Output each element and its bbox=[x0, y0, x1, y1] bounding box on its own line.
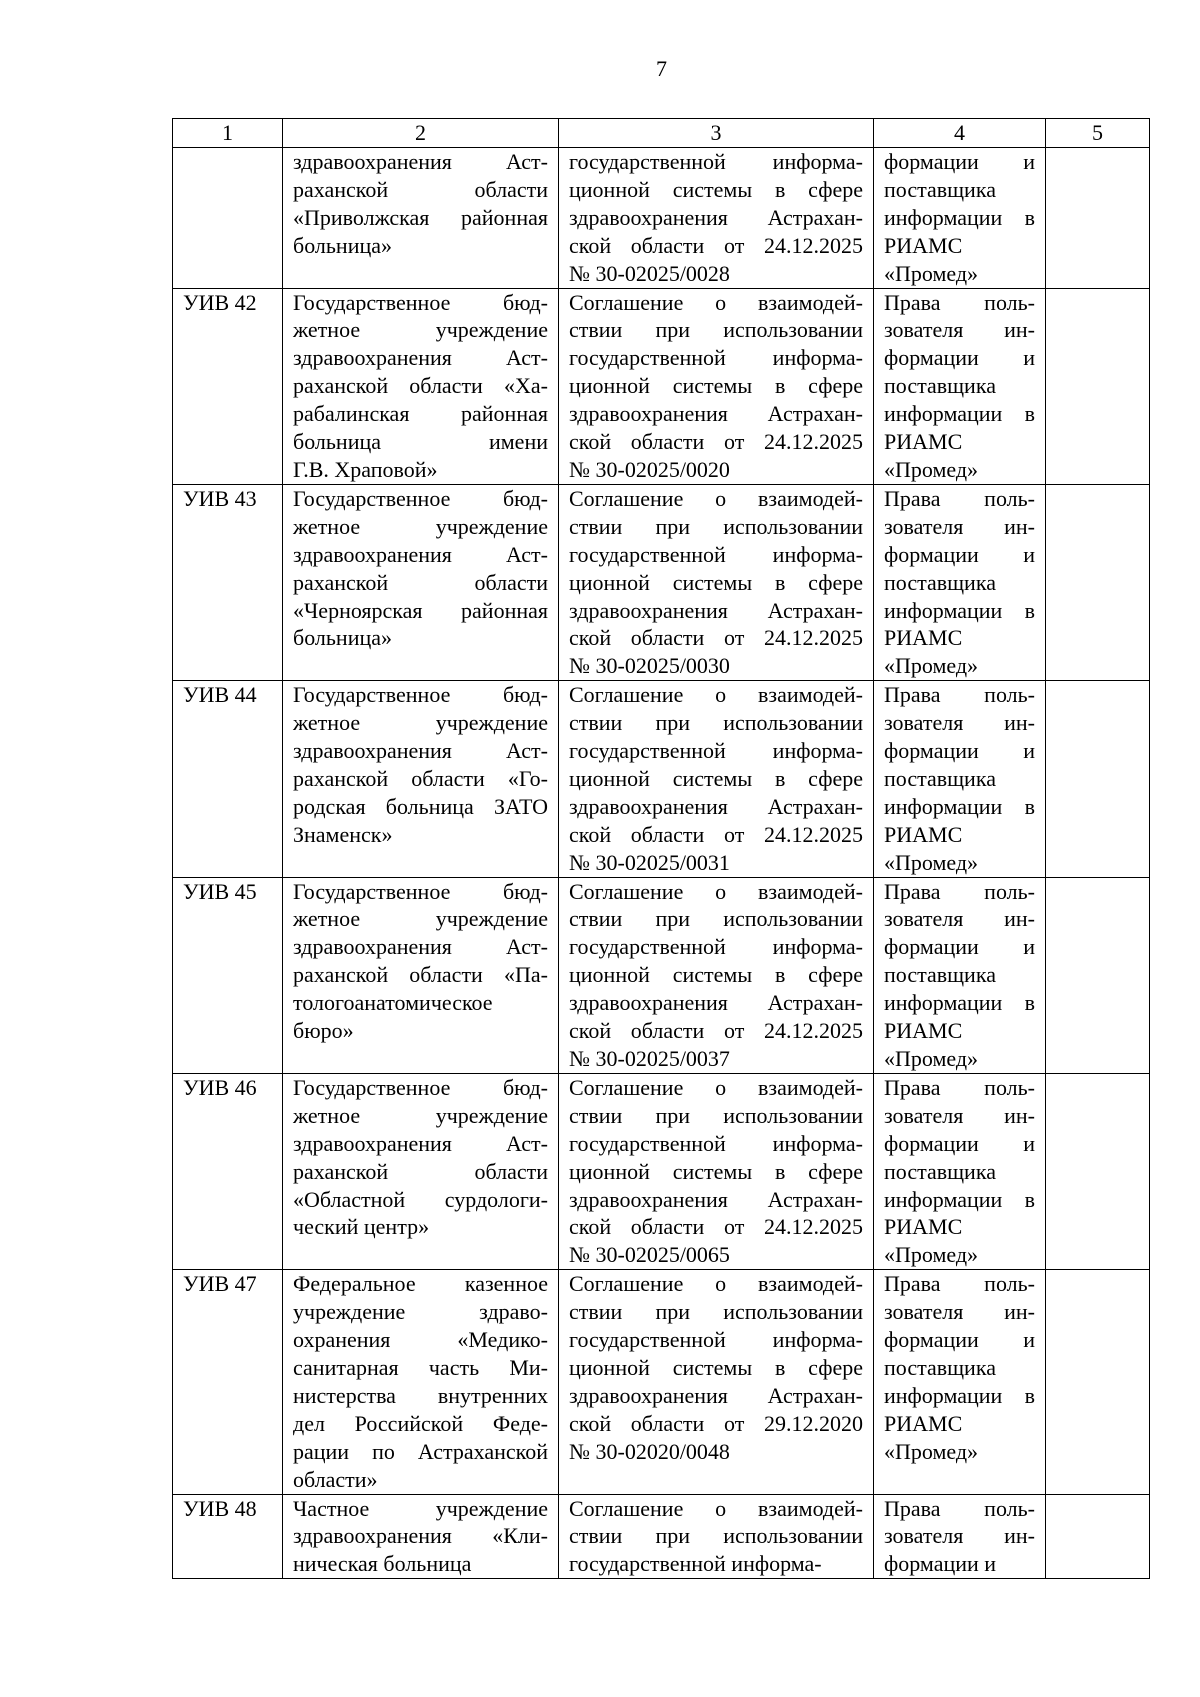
agreement-line: ской области от 24.12.2025 bbox=[569, 232, 863, 258]
agreement-line: государственной информа- bbox=[569, 541, 863, 567]
organization-line: Знаменск» bbox=[293, 821, 393, 847]
organization-line: области» bbox=[293, 1466, 378, 1492]
rights-line: формации и bbox=[884, 149, 1035, 174]
agreement-line: здравоохранения Астрахан- bbox=[569, 793, 863, 819]
rights-line: зователя ин- bbox=[884, 317, 1035, 343]
organization-line: раханской области bbox=[293, 176, 548, 202]
organization-line: здравоохранения Аст- bbox=[293, 1130, 548, 1156]
rights-line: поставщика bbox=[884, 1158, 996, 1184]
table-row bbox=[173, 484, 1150, 680]
rights-line: формации и bbox=[884, 1551, 997, 1577]
rights-line: РИАМС bbox=[884, 1410, 963, 1436]
organization-line: ческий центр» bbox=[293, 1214, 430, 1240]
organization-line: раханской области «Ха- bbox=[293, 373, 548, 399]
rights-line: РИАМС bbox=[884, 429, 963, 455]
rights-line: информации в bbox=[884, 204, 1035, 230]
organization-line: жетное учреждение bbox=[293, 513, 548, 539]
column-header-2: 2 bbox=[283, 119, 559, 148]
agreement-line: ционной системы в сфере bbox=[569, 176, 863, 202]
rights-cell bbox=[874, 288, 1046, 484]
organization-line: «Областной сурдологи- bbox=[293, 1186, 548, 1212]
organization-line: родская больница ЗАТО bbox=[293, 793, 548, 819]
agreement-line: ствии при использовании bbox=[569, 1102, 863, 1128]
agreement-line: здравоохранения Астрахан- bbox=[569, 597, 863, 623]
rights-line: РИАМС bbox=[884, 625, 963, 651]
table-row bbox=[173, 1494, 1150, 1579]
organization-line: учреждение здраво- bbox=[293, 1299, 548, 1325]
agreement-line: № 30-02025/0030 bbox=[569, 653, 730, 679]
organization-line: жетное учреждение bbox=[293, 317, 548, 343]
note-cell bbox=[1046, 1073, 1150, 1269]
rights-line: «Промед» bbox=[884, 849, 979, 875]
agreement-line: ской области от 24.12.2025 bbox=[569, 1018, 863, 1044]
agreement-line: Соглашение о взаимодей- bbox=[569, 878, 863, 904]
agreement-cell bbox=[559, 288, 874, 484]
rights-line: поставщика bbox=[884, 1354, 996, 1380]
agreement-cell bbox=[559, 1073, 874, 1269]
table-body bbox=[173, 148, 1150, 1579]
organization-cell bbox=[283, 681, 559, 877]
rights-line: поставщика bbox=[884, 962, 996, 988]
agreement-line: ствии при использовании bbox=[569, 317, 863, 343]
agreement-line: ствии при использовании bbox=[569, 710, 863, 736]
agreement-line: Соглашение о взаимодей- bbox=[569, 1495, 863, 1521]
rights-line: Права поль- bbox=[884, 1074, 1035, 1100]
rights-line: формации и bbox=[884, 1327, 1035, 1353]
agreement-line: Соглашение о взаимодей- bbox=[569, 485, 863, 511]
note-cell bbox=[1046, 681, 1150, 877]
agreement-line: государственной информа- bbox=[569, 738, 863, 764]
rights-line: поставщика bbox=[884, 373, 996, 399]
note-cell bbox=[1046, 1494, 1150, 1579]
organization-line: Государственное бюд- bbox=[293, 289, 548, 315]
rights-cell bbox=[874, 877, 1046, 1073]
organization-cell bbox=[283, 148, 559, 289]
organization-line: жетное учреждение bbox=[293, 906, 548, 932]
header-row bbox=[173, 119, 1150, 148]
rights-line: Права поль- bbox=[884, 1271, 1035, 1297]
column-header-1: 1 bbox=[173, 119, 283, 148]
rights-cell bbox=[874, 1270, 1046, 1494]
record-id-cell bbox=[173, 148, 283, 289]
agreement-line: ской области от 24.12.2025 bbox=[569, 625, 863, 651]
organization-line: Государственное бюд- bbox=[293, 878, 548, 904]
agreement-line: № 30-02025/0065 bbox=[569, 1242, 730, 1268]
rights-line: РИАМС bbox=[884, 1018, 963, 1044]
rights-line: РИАМС bbox=[884, 1214, 963, 1240]
agreement-line: ствии при использовании bbox=[569, 906, 863, 932]
table-row bbox=[173, 1270, 1150, 1494]
organization-line: Г.В. Храповой» bbox=[293, 456, 438, 482]
agreement-line: государственной информа- bbox=[569, 345, 863, 371]
rights-line: информации в bbox=[884, 793, 1035, 819]
rights-line: зователя ин- bbox=[884, 906, 1035, 932]
rights-cell bbox=[874, 681, 1046, 877]
rights-cell bbox=[874, 148, 1046, 289]
agreement-cell bbox=[559, 148, 874, 289]
organization-line: здравоохранения «Кли- bbox=[293, 1523, 548, 1549]
organization-line: здравоохранения Аст- bbox=[293, 541, 548, 567]
agreement-line: здравоохранения Астрахан- bbox=[569, 204, 863, 230]
agreement-line: № 30-02025/0031 bbox=[569, 849, 730, 875]
organization-line: больница» bbox=[293, 625, 392, 651]
table-row bbox=[173, 877, 1150, 1073]
organization-line: тологоанатомическое bbox=[293, 990, 493, 1016]
agreement-line: государственной информа- bbox=[569, 1551, 822, 1577]
agreement-cell bbox=[559, 1494, 874, 1579]
rights-line: зователя ин- bbox=[884, 513, 1035, 539]
rights-line: зователя ин- bbox=[884, 1102, 1035, 1128]
record-id-cell: УИВ 44 bbox=[173, 681, 283, 877]
organization-line: охранения «Медико- bbox=[293, 1327, 548, 1353]
agreement-line: № 30-02025/0037 bbox=[569, 1046, 730, 1071]
rights-line: зователя ин- bbox=[884, 1523, 1035, 1549]
agreement-line: здравоохранения Астрахан- bbox=[569, 1382, 863, 1408]
rights-line: поставщика bbox=[884, 765, 996, 791]
agreement-line: Соглашение о взаимодей- bbox=[569, 1271, 863, 1297]
rights-line: Права поль- bbox=[884, 682, 1035, 708]
organization-line: Государственное бюд- bbox=[293, 682, 548, 708]
rights-line: Права поль- bbox=[884, 289, 1035, 315]
rights-line: «Промед» bbox=[884, 1046, 979, 1071]
agreement-line: Соглашение о взаимодей- bbox=[569, 682, 863, 708]
note-cell bbox=[1046, 148, 1150, 289]
agreement-line: Соглашение о взаимодей- bbox=[569, 1074, 863, 1100]
rights-cell bbox=[874, 1494, 1046, 1579]
rights-line: формации и bbox=[884, 934, 1035, 960]
organization-line: жетное учреждение bbox=[293, 710, 548, 736]
rights-line: РИАМС bbox=[884, 821, 963, 847]
rights-line: информации в bbox=[884, 401, 1035, 427]
note-cell bbox=[1046, 484, 1150, 680]
organization-line: рабалинская районная bbox=[293, 401, 548, 427]
rights-line: поставщика bbox=[884, 569, 996, 595]
rights-line: «Промед» bbox=[884, 456, 979, 482]
organization-line: санитарная часть Ми- bbox=[293, 1354, 548, 1380]
agreement-line: Соглашение о взаимодей- bbox=[569, 289, 863, 315]
organization-line: «Черноярская районная bbox=[293, 597, 548, 623]
agreement-line: ционной системы в сфере bbox=[569, 373, 863, 399]
agreement-line: ционной системы в сфере bbox=[569, 962, 863, 988]
organization-line: Государственное бюд- bbox=[293, 1074, 548, 1100]
organization-line: дел Российской Феде- bbox=[293, 1410, 548, 1436]
agreement-line: № 30-02025/0028 bbox=[569, 260, 730, 286]
note-cell bbox=[1046, 1270, 1150, 1494]
rights-line: «Промед» bbox=[884, 1438, 979, 1464]
agreement-line: ствии при использовании bbox=[569, 1299, 863, 1325]
organization-line: здравоохранения Аст- bbox=[293, 934, 548, 960]
agreement-line: государственной информа- bbox=[569, 934, 863, 960]
table-row bbox=[173, 288, 1150, 484]
rights-line: «Промед» bbox=[884, 260, 979, 286]
organization-line: раханской области «Па- bbox=[293, 962, 548, 988]
column-header-4: 4 bbox=[874, 119, 1046, 148]
organization-line: жетное учреждение bbox=[293, 1102, 548, 1128]
organization-line: здравоохранения Аст- bbox=[293, 345, 548, 371]
organization-cell bbox=[283, 1270, 559, 1494]
organization-line: раханской области «Го- bbox=[293, 765, 548, 791]
organization-line: нистерства внутренних bbox=[293, 1382, 548, 1408]
organization-cell bbox=[283, 1494, 559, 1579]
rights-line: зователя ин- bbox=[884, 1299, 1035, 1325]
rights-line: формации и bbox=[884, 345, 1035, 371]
agreement-cell bbox=[559, 877, 874, 1073]
record-id-cell: УИВ 46 bbox=[173, 1073, 283, 1269]
organization-line: раханской области bbox=[293, 1158, 548, 1184]
agreement-line: № 30-02025/0020 bbox=[569, 456, 730, 482]
agreement-line: ционной системы в сфере bbox=[569, 1158, 863, 1184]
organization-line: бюро» bbox=[293, 1018, 354, 1044]
registry-table bbox=[172, 118, 1150, 1579]
table-row bbox=[173, 681, 1150, 877]
organization-cell bbox=[283, 1073, 559, 1269]
organization-line: ническая больница bbox=[293, 1551, 472, 1577]
rights-line: информации в bbox=[884, 990, 1035, 1016]
record-id-cell: УИВ 43 bbox=[173, 484, 283, 680]
organization-cell bbox=[283, 484, 559, 680]
organization-line: раханской области bbox=[293, 569, 548, 595]
note-cell bbox=[1046, 877, 1150, 1073]
agreement-line: ской области от 24.12.2025 bbox=[569, 1214, 863, 1240]
agreement-line: ской области от 24.12.2025 bbox=[569, 821, 863, 847]
record-id-cell: УИВ 47 bbox=[173, 1270, 283, 1494]
organization-line: больница имени bbox=[293, 429, 548, 455]
rights-line: информации в bbox=[884, 597, 1035, 623]
table-row bbox=[173, 148, 1150, 289]
rights-line: Права поль- bbox=[884, 1495, 1035, 1521]
rights-line: Права поль- bbox=[884, 878, 1035, 904]
note-cell bbox=[1046, 288, 1150, 484]
organization-cell bbox=[283, 288, 559, 484]
agreement-line: ционной системы в сфере bbox=[569, 569, 863, 595]
organization-line: Частное учреждение bbox=[293, 1495, 548, 1521]
rights-line: поставщика bbox=[884, 176, 996, 202]
organization-line: здравоохранения Аст- bbox=[293, 149, 548, 174]
table-row bbox=[173, 1073, 1150, 1269]
agreement-line: государственной информа- bbox=[569, 1327, 863, 1353]
record-id-cell: УИВ 45 bbox=[173, 877, 283, 1073]
rights-line: РИАМС bbox=[884, 232, 963, 258]
rights-cell bbox=[874, 1073, 1046, 1269]
organization-cell bbox=[283, 877, 559, 1073]
column-header-5: 5 bbox=[1046, 119, 1150, 148]
agreement-cell bbox=[559, 1270, 874, 1494]
record-id-cell: УИВ 48 bbox=[173, 1494, 283, 1579]
rights-line: формации и bbox=[884, 738, 1035, 764]
agreement-line: ствии при использовании bbox=[569, 513, 863, 539]
organization-line: рации по Астраханской bbox=[293, 1438, 548, 1464]
agreement-line: № 30-02020/0048 bbox=[569, 1438, 730, 1464]
agreement-line: государственной информа- bbox=[569, 149, 863, 174]
rights-line: формации и bbox=[884, 541, 1035, 567]
agreement-line: государственной информа- bbox=[569, 1130, 863, 1156]
rights-line: формации и bbox=[884, 1130, 1035, 1156]
rights-line: «Промед» bbox=[884, 653, 979, 679]
rights-cell bbox=[874, 484, 1046, 680]
page-number: 7 bbox=[656, 56, 667, 81]
rights-line: «Промед» bbox=[884, 1242, 979, 1268]
record-id-cell: УИВ 42 bbox=[173, 288, 283, 484]
agreement-cell bbox=[559, 484, 874, 680]
agreement-line: здравоохранения Астрахан- bbox=[569, 990, 863, 1016]
organization-line: «Приволжская районная bbox=[293, 204, 548, 230]
organization-line: больница» bbox=[293, 232, 392, 258]
organization-line: Государственное бюд- bbox=[293, 485, 548, 511]
agreement-line: ционной системы в сфере bbox=[569, 1354, 863, 1380]
agreement-line: ционной системы в сфере bbox=[569, 765, 863, 791]
organization-line: Федеральное казенное bbox=[293, 1271, 548, 1297]
rights-line: информации в bbox=[884, 1186, 1035, 1212]
rights-line: информации в bbox=[884, 1382, 1035, 1408]
organization-line: здравоохранения Аст- bbox=[293, 738, 548, 764]
agreement-line: ствии при использовании bbox=[569, 1523, 863, 1549]
agreement-cell bbox=[559, 681, 874, 877]
column-header-3: 3 bbox=[559, 119, 874, 148]
rights-line: Права поль- bbox=[884, 485, 1035, 511]
agreement-line: ской области от 24.12.2025 bbox=[569, 429, 863, 455]
agreement-line: здравоохранения Астрахан- bbox=[569, 401, 863, 427]
agreement-line: ской области от 29.12.2020 bbox=[569, 1410, 863, 1436]
rights-line: зователя ин- bbox=[884, 710, 1035, 736]
agreement-line: здравоохранения Астрахан- bbox=[569, 1186, 863, 1212]
